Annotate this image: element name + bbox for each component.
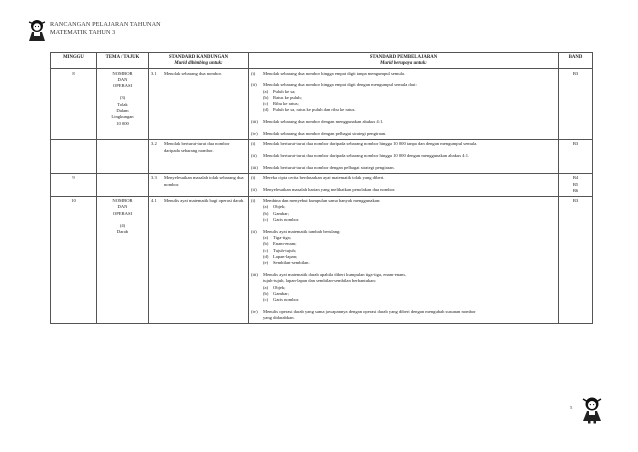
sp-item: [251, 309, 556, 322]
sp-text: Mereka cipta cerita berdasarkan ayat matematik tolak yang diberi.: [263, 175, 385, 181]
student-girl-icon: [26, 18, 48, 44]
header-tema: TEMA / TAJUK: [97, 53, 149, 69]
sp-subitem-letter: (c): [263, 297, 269, 303]
sp-subitem-letter: (b): [263, 94, 269, 100]
table-header-row: [51, 53, 593, 69]
sp-text-continued: yang didarabkan.: [263, 315, 295, 321]
sk-entry: [151, 141, 246, 154]
tema-line: (4): [119, 223, 126, 229]
sk-text: Menulis ayat matematik bagi operasi darab.: [164, 198, 245, 204]
sp-text: Menolak berturut-turut dua nombor daripada sebarang nombor hingga 10 000 tanpa dan dengan mengumpul semula.: [263, 141, 478, 147]
sp-text: Menulis ayat matematik darab apabila diberi kumpulan tiga-tiga, enam-enam,: [263, 272, 406, 278]
sp-text: Menolak sebarang dua nombor hingga empat digit tanpa mengumpul semula.: [263, 70, 406, 76]
band-value: B3: [572, 70, 579, 76]
sp-subitem-text: Gambar;: [273, 210, 290, 216]
sk-entry: [151, 198, 246, 204]
band-value: B5: [572, 181, 579, 187]
sp-subitem-text: Puluh ke sa;: [273, 88, 296, 94]
tema-line: OPERASI: [112, 83, 133, 89]
sp-item: [251, 131, 556, 137]
sp-subitem-text: Enam-enam;: [273, 241, 297, 247]
table-row: [51, 173, 593, 196]
table-body: [51, 69, 593, 324]
sp-subitem-letter: (c): [263, 101, 269, 107]
cell-tema: [97, 173, 149, 196]
student-girl-icon: [580, 396, 604, 424]
sp-number: (iii): [251, 272, 258, 278]
sp-item: [251, 119, 556, 125]
sp-subitem-letter: (a): [263, 235, 269, 241]
sk-number: 3.3: [151, 175, 157, 181]
header-sk-subtitle: Murid dibimbing untuk:: [174, 60, 223, 66]
sk-entry: [151, 71, 246, 77]
header-minggu: MINGGU: [51, 53, 97, 69]
header-sk-title: STANDARD KANDUNGAN: [168, 54, 229, 60]
sp-item: [251, 153, 556, 159]
sp-number: (i): [251, 198, 256, 204]
sp-text: Menulis ayat matematik tambah berulang:: [263, 228, 341, 234]
cell-tema: [97, 139, 149, 173]
table-row: [51, 139, 593, 173]
tema-line: DAN: [117, 204, 128, 210]
sp-text: Menulis operasi darab yang sama jawapannya dengan operasi darab yang diberi dengan mengubah susunan nombor: [263, 309, 476, 315]
cell-tema: [97, 69, 149, 140]
sp-subitem: [251, 260, 556, 266]
sp-head: [251, 175, 556, 181]
sp-subitem-text: Objek;: [273, 204, 286, 210]
sp-item: [251, 198, 556, 223]
sp-item: [251, 141, 556, 147]
week-number: 9: [72, 175, 75, 181]
tema-line: 10 000: [116, 120, 129, 126]
cell-band: [559, 196, 593, 324]
sp-head: [251, 309, 556, 315]
tema-line: NOMBOR: [112, 70, 133, 76]
sp-number: (ii): [251, 228, 257, 234]
sp-number: (iv): [251, 131, 258, 137]
sp-text: Menolak sebarang dua nombor hingga empat digit dengan mengumpul semula dari:: [263, 82, 417, 88]
page-footer: [570, 396, 610, 426]
band-value: B3: [572, 141, 579, 147]
sk-text: Menyelesaikan masalah tolak sebarang dua nombor.: [164, 175, 244, 187]
header-sp-subtitle: Murid berupaya untuk:: [380, 60, 427, 66]
cell-band: [559, 139, 593, 173]
sp-subitem-text: Garis nombor.: [273, 297, 300, 303]
sk-text: Menolak sebarang dua nombor.: [164, 70, 222, 76]
sp-text: Membina dan menyebut kumpulan sama banyak menggunakan:: [263, 198, 381, 204]
header-standard-kandungan: [149, 53, 249, 69]
header-line-1: RANCANGAN PELAJARAN TAHUNAN: [50, 21, 161, 28]
sp-number: (ii): [251, 187, 257, 193]
cell-minggu: [51, 69, 97, 140]
sp-head: [251, 119, 556, 125]
sp-number: (iii): [251, 119, 258, 125]
tema-line: Lingkungan: [111, 114, 134, 120]
sp-subitem-text: Gambar;: [273, 291, 290, 297]
sp-number: (i): [251, 175, 256, 181]
cell-standard-kandungan: [149, 196, 249, 324]
sp-item: [251, 229, 556, 267]
band-value: B6: [572, 187, 579, 193]
header-sp-title: STANDARD PEMBELAJARAN: [369, 54, 438, 60]
sp-head: [251, 165, 556, 171]
page-header: [26, 18, 226, 44]
tema-line: Dalam: [116, 107, 129, 113]
cell-minggu: [51, 196, 97, 324]
tema-line: Darab: [116, 229, 129, 235]
band-value: B3: [572, 198, 579, 204]
tema-line: NOMBOR: [112, 198, 133, 204]
sp-number: (iv): [251, 309, 258, 315]
sp-subitem-letter: (b): [263, 241, 269, 247]
sk-entry: [151, 175, 246, 188]
sp-head: [251, 187, 556, 193]
sp-subitem-letter: (a): [263, 88, 269, 94]
cell-standard-kandungan: [149, 69, 249, 140]
sp-item: [251, 71, 556, 77]
sp-subitem-letter: (e): [263, 260, 269, 266]
page-number: 5: [570, 405, 573, 410]
sp-text: Menolak sebarang dua nombor dengan pelbagai strategi pengiraan.: [263, 131, 387, 137]
sp-subitem-text: Ratus ke puluh;: [273, 94, 302, 100]
sp-head: [251, 153, 556, 159]
week-number: 8: [72, 70, 75, 76]
sp-subitem-letter: (a): [263, 204, 269, 210]
sp-subitem-text: Sembilan-sembilan.: [273, 260, 310, 266]
sk-number: 4.1: [151, 198, 157, 204]
sp-item: [251, 165, 556, 171]
sp-subitem-text: Garis nombor.: [273, 217, 300, 223]
cell-tema: [97, 196, 149, 324]
sp-subitem-letter: (c): [263, 247, 269, 253]
sk-number: 3.2: [151, 141, 157, 147]
cell-standard-kandungan: [149, 173, 249, 196]
cell-standard-pembelajaran: [249, 69, 559, 140]
sp-subitem-text: Tujuh-tujuh;: [273, 247, 297, 253]
sp-subitem-letter: (b): [263, 291, 269, 297]
sp-head: [251, 71, 556, 77]
sp-subitem-letter: (d): [263, 107, 269, 113]
tema-line: DAN: [117, 76, 128, 82]
sp-head: [251, 82, 556, 88]
sp-number: (iii): [251, 164, 258, 170]
sp-item: [251, 272, 556, 303]
sp-number: (ii): [251, 82, 257, 88]
sp-item: [251, 82, 556, 113]
sp-subitem-letter: (d): [263, 254, 269, 260]
sp-subitem: [251, 107, 556, 113]
table-row: [51, 196, 593, 324]
sp-subitem: [251, 297, 556, 303]
sp-head: [251, 229, 556, 235]
sp-head: [251, 131, 556, 137]
cell-minggu: [51, 139, 97, 173]
cell-standard-pembelajaran: [249, 139, 559, 173]
sp-subitem-text: Objek;: [273, 284, 286, 290]
sp-number: (ii): [251, 153, 257, 159]
sp-subitem: [251, 217, 556, 223]
sp-text: Menolak berturut-turut dua nombor daripada sebarang nombor hingga 10 000 dengan menggunakan abakus 4:1.: [263, 153, 470, 159]
sp-subitem-text: Ribu ke ratus;: [273, 101, 299, 107]
sk-text: Menolak berturut-turut dua nombor daripada sebarang nombor.: [164, 141, 230, 153]
sp-item: [251, 187, 556, 193]
header-band: BAND: [559, 53, 593, 69]
tema-line: (3): [119, 95, 126, 101]
sp-head: [251, 141, 556, 147]
sp-head: [251, 198, 556, 204]
sp-subitem-letter: (c): [263, 217, 269, 223]
sp-number: (i): [251, 141, 256, 147]
tema-line: OPERASI: [112, 210, 133, 216]
sp-subitem-text: Lapan-lapan;: [273, 254, 298, 260]
band-value: B4: [572, 175, 579, 181]
sp-subitem-text: Tiga-tiga;: [273, 235, 291, 241]
cell-band: [559, 173, 593, 196]
sp-text-continued: tujuh-tujuh, lapan-lapan dan sembilan-sembilan berbantukan:: [263, 278, 376, 284]
sp-number: (i): [251, 70, 256, 76]
week-number: 10: [71, 198, 76, 204]
cell-minggu: [51, 173, 97, 196]
sp-subitem-letter: (a): [263, 284, 269, 290]
sk-number: 3.1: [151, 70, 157, 76]
sp-item: [251, 175, 556, 181]
sp-text: Menolak berturut-turut dua nombor dengan pelbagai strategi pengiraan.: [263, 164, 395, 170]
cell-standard-kandungan: [149, 139, 249, 173]
lesson-plan-table: [50, 52, 593, 324]
header-line-2: MATEMATIK TAHUN 3: [50, 29, 116, 36]
sp-subitem-letter: (b): [263, 210, 269, 216]
sp-text: Menolak sebarang dua nombor dengan menggunakan abakus 4:1.: [263, 119, 384, 125]
header-standard-pembelajaran: [249, 53, 559, 69]
cell-standard-pembelajaran: [249, 196, 559, 324]
sp-subitem-text: Puluh ke sa, ratus ke puluh dan ribu ke ratus.: [273, 107, 356, 113]
sp-text: Menyelesaikan masalah harian yang melibatkan penolakan dua nombor.: [263, 187, 396, 193]
tema-line: Tolak: [117, 101, 128, 107]
table-row: [51, 69, 593, 140]
cell-standard-pembelajaran: [249, 173, 559, 196]
cell-band: [559, 69, 593, 140]
document-title: [50, 21, 161, 37]
